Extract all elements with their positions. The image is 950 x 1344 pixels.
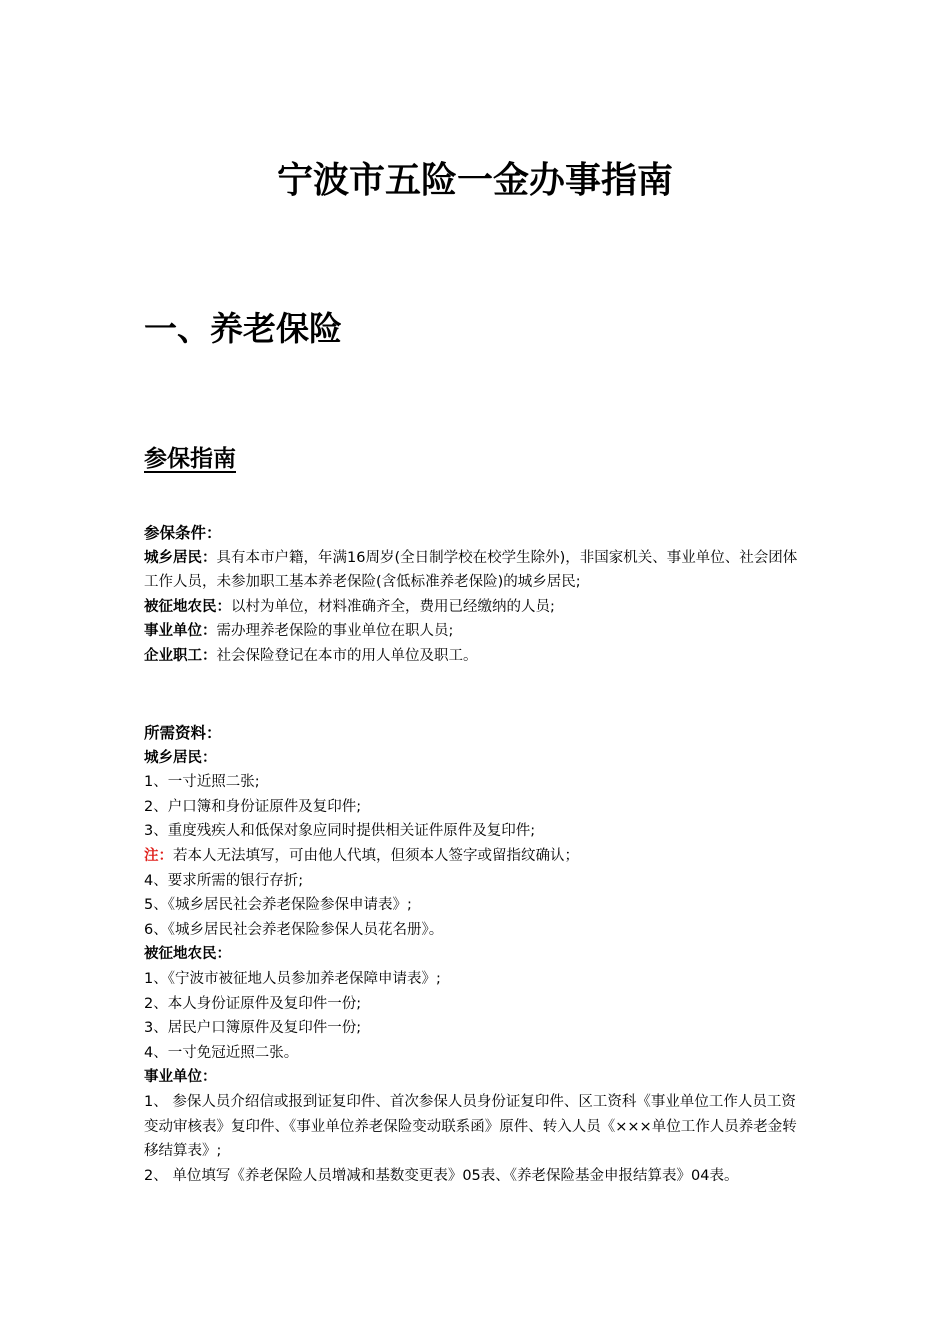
condition-label: 城乡居民： (144, 549, 217, 566)
conditions-heading: 参保条件： (144, 524, 222, 542)
list-item: 4、要求所需的银行存折; (144, 872, 304, 889)
condition-text: 社会保险登记在本市的用人单位及职工。 (216, 647, 478, 664)
conditions-block (144, 521, 809, 669)
condition-label: 被征地农民： (144, 598, 231, 615)
page-title: 宁波市五险一金办事指南 (276, 160, 673, 201)
materials-heading: 所需资料： (144, 724, 222, 742)
list-item: 5、《城乡居民社会养老保险参保申请表》; (144, 897, 412, 914)
list-item: 1、 参保人员介绍信或报到证复印件、首次参保人员身份证复印件、区工资科《事业单位工作人员工资变动审核表》复印件、《事业单位养老保险变动联系函》原件、转入人员《×××单位工作人员养老金转移结算表》; (144, 1093, 797, 1160)
subsection-heading-enrollment-guide: 参保指南 (144, 446, 236, 472)
list-item: 2、 单位填写《养老保险人员增减和基数变更表》05表、《养老保险基金申报结算表》04表。 (144, 1167, 739, 1184)
condition-text: 以村为单位，材料准确齐全，费用已经缴纳的人员; (231, 598, 555, 615)
condition-label: 企业职工： (144, 647, 217, 664)
condition-text: 具有本市户籍，年满16周岁(全日制学校在校学生除外)，非国家机关、事业单位、社会团体工作人员，未参加职工基本养老保险(含低标准养老保险)的城乡居民; (144, 549, 798, 591)
condition-item-enterprise-employee (144, 644, 809, 669)
list-item: 1、一寸近照二张; (144, 774, 260, 791)
list-item: 4、一寸免冠近照二张。 (144, 1044, 299, 1061)
condition-item-land-farmers (144, 595, 809, 620)
list-item: 3、居民户口簿原件及复印件一份; (144, 1020, 362, 1037)
note-label: 注： (144, 847, 173, 864)
list-item: 2、本人身份证原件及复印件一份; (144, 995, 362, 1012)
materials-urban-rural-heading: 城乡居民： (144, 749, 217, 766)
condition-item-public-institution (144, 619, 809, 644)
note-text: 若本人无法填写，可由他人代填，但须本人签字或留指纹确认； (173, 847, 579, 864)
materials-public-institution-heading: 事业单位： (144, 1069, 217, 1086)
materials-land-farmers-heading: 被征地农民： (144, 946, 231, 963)
list-item: 2、户口簿和身份证原件及复印件; (144, 798, 362, 815)
section-heading-pension: 一、养老保险 (144, 309, 342, 348)
list-item: 3、重度残疾人和低保对象应同时提供相关证件原件及复印件; (144, 823, 536, 840)
list-item: 6、《城乡居民社会养老保险参保人员花名册》。 (144, 921, 444, 938)
condition-text: 需办理养老保险的事业单位在职人员; (216, 623, 454, 640)
list-item: 1、《宁波市被征地人员参加养老保障申请表》; (144, 970, 441, 987)
condition-item-urban-rural (144, 546, 809, 595)
materials-block (144, 721, 809, 1188)
condition-label: 事业单位： (144, 623, 217, 640)
note-line (144, 844, 809, 869)
